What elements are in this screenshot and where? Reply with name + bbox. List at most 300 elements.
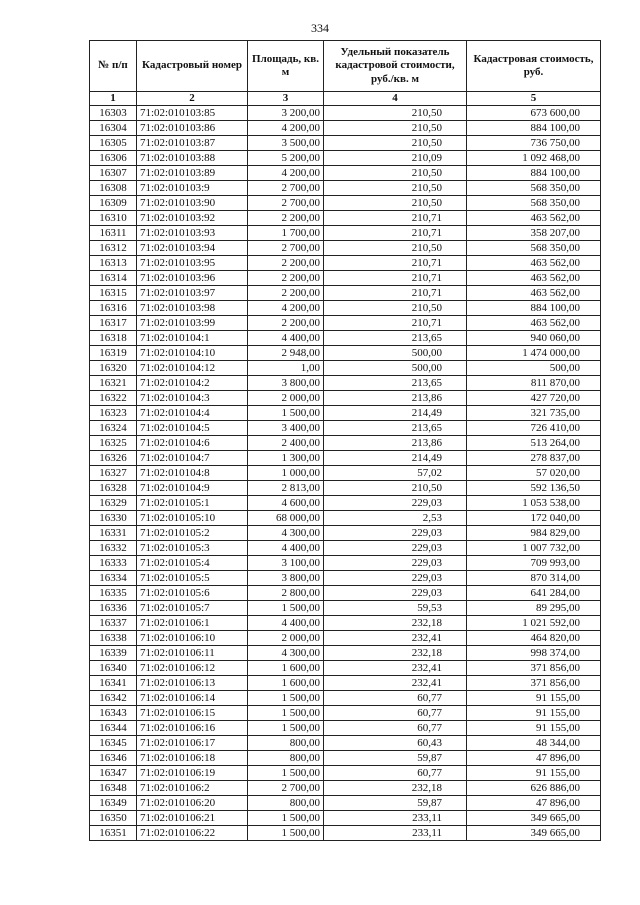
cost-value: 940 060,00 [467, 331, 601, 346]
cadastral-number: 71:02:010103:99 [137, 316, 248, 331]
rate-value: 210,50 [324, 301, 467, 316]
cadastral-number: 71:02:010104:2 [137, 376, 248, 391]
cost-value: 1 007 732,00 [467, 541, 601, 556]
row-number: 16343 [90, 706, 137, 721]
row-number: 16336 [90, 601, 137, 616]
cadastral-number: 71:02:010103:93 [137, 226, 248, 241]
cadastral-number: 71:02:010105:2 [137, 526, 248, 541]
rate-value: 232,41 [324, 631, 467, 646]
rate-value: 500,00 [324, 346, 467, 361]
area-value: 4 300,00 [248, 646, 324, 661]
rate-value: 210,71 [324, 226, 467, 241]
row-number: 16328 [90, 481, 137, 496]
area-value: 800,00 [248, 736, 324, 751]
rate-value: 210,71 [324, 286, 467, 301]
table-row [90, 241, 601, 256]
cadastral-number: 71:02:010103:86 [137, 121, 248, 136]
rate-value: 213,86 [324, 391, 467, 406]
cost-value: 726 410,00 [467, 421, 601, 436]
row-number: 16310 [90, 211, 137, 226]
cadastral-number: 71:02:010106:14 [137, 691, 248, 706]
row-number: 16344 [90, 721, 137, 736]
rate-value: 213,86 [324, 436, 467, 451]
area-value: 2 200,00 [248, 211, 324, 226]
column-number: 3 [248, 92, 324, 106]
area-value: 1 500,00 [248, 811, 324, 826]
row-number: 16311 [90, 226, 137, 241]
cadastral-number: 71:02:010106:16 [137, 721, 248, 736]
row-number: 16332 [90, 541, 137, 556]
cadastral-number: 71:02:010106:19 [137, 766, 248, 781]
table-row [90, 586, 601, 601]
area-value: 1 600,00 [248, 661, 324, 676]
cadastral-number: 71:02:010103:96 [137, 271, 248, 286]
header-rate: Удельный показатель кадастровой стоимости, руб./кв. м [324, 41, 467, 92]
cadastral-number: 71:02:010105:4 [137, 556, 248, 571]
cost-value: 91 155,00 [467, 721, 601, 736]
table-row [90, 511, 601, 526]
table-row [90, 196, 601, 211]
table-row [90, 571, 601, 586]
cadastral-table [89, 40, 601, 841]
rate-value: 210,50 [324, 136, 467, 151]
rate-value: 210,71 [324, 316, 467, 331]
cost-value: 641 284,00 [467, 586, 601, 601]
area-value: 2 700,00 [248, 181, 324, 196]
row-number: 16319 [90, 346, 137, 361]
area-value: 3 100,00 [248, 556, 324, 571]
rate-value: 59,87 [324, 751, 467, 766]
table-row [90, 496, 601, 511]
rate-value: 232,41 [324, 661, 467, 676]
area-value: 2 200,00 [248, 316, 324, 331]
rate-value: 229,03 [324, 556, 467, 571]
column-number-row [90, 92, 601, 106]
cost-value: 870 314,00 [467, 571, 601, 586]
header-area: Площадь, кв. м [248, 41, 324, 92]
area-value: 1 500,00 [248, 406, 324, 421]
cost-value: 1 474 000,00 [467, 346, 601, 361]
rate-value: 229,03 [324, 571, 467, 586]
row-number: 16345 [90, 736, 137, 751]
row-number: 16342 [90, 691, 137, 706]
row-number: 16334 [90, 571, 137, 586]
table-row [90, 766, 601, 781]
cost-value: 91 155,00 [467, 706, 601, 721]
row-number: 16309 [90, 196, 137, 211]
cadastral-number: 71:02:010106:10 [137, 631, 248, 646]
rate-value: 210,50 [324, 166, 467, 181]
cost-value: 568 350,00 [467, 241, 601, 256]
cost-value: 984 829,00 [467, 526, 601, 541]
row-number: 16335 [90, 586, 137, 601]
cadastral-number: 71:02:010106:13 [137, 676, 248, 691]
area-value: 1 500,00 [248, 721, 324, 736]
rate-value: 210,71 [324, 211, 467, 226]
column-number: 2 [137, 92, 248, 106]
cost-value: 568 350,00 [467, 181, 601, 196]
row-number: 16350 [90, 811, 137, 826]
table-row [90, 151, 601, 166]
table-row [90, 541, 601, 556]
area-value: 4 400,00 [248, 331, 324, 346]
cadastral-number: 71:02:010106:2 [137, 781, 248, 796]
cost-value: 89 295,00 [467, 601, 601, 616]
row-number: 16322 [90, 391, 137, 406]
cadastral-number: 71:02:010106:22 [137, 826, 248, 841]
cadastral-number: 71:02:010106:20 [137, 796, 248, 811]
cost-value: 592 136,50 [467, 481, 601, 496]
cadastral-number: 71:02:010106:17 [137, 736, 248, 751]
column-number: 1 [90, 92, 137, 106]
cadastral-number: 71:02:010105:10 [137, 511, 248, 526]
table-row [90, 556, 601, 571]
row-number: 16349 [90, 796, 137, 811]
table-row [90, 451, 601, 466]
cadastral-number: 71:02:010104:8 [137, 466, 248, 481]
table-row [90, 391, 601, 406]
table-row [90, 751, 601, 766]
table-row [90, 526, 601, 541]
row-number: 16338 [90, 631, 137, 646]
cadastral-number: 71:02:010104:6 [137, 436, 248, 451]
row-number: 16341 [90, 676, 137, 691]
rate-value: 60,77 [324, 721, 467, 736]
column-number: 4 [324, 92, 467, 106]
cadastral-number: 71:02:010105:1 [137, 496, 248, 511]
cadastral-number: 71:02:010106:11 [137, 646, 248, 661]
cost-value: 1 092 468,00 [467, 151, 601, 166]
area-value: 2 700,00 [248, 241, 324, 256]
cadastral-number: 71:02:010103:89 [137, 166, 248, 181]
row-number: 16337 [90, 616, 137, 631]
rate-value: 59,53 [324, 601, 467, 616]
area-value: 4 400,00 [248, 541, 324, 556]
rate-value: 210,09 [324, 151, 467, 166]
cost-value: 736 750,00 [467, 136, 601, 151]
cost-value: 626 886,00 [467, 781, 601, 796]
area-value: 2 700,00 [248, 196, 324, 211]
cadastral-number: 71:02:010106:1 [137, 616, 248, 631]
table-row [90, 316, 601, 331]
row-number: 16340 [90, 661, 137, 676]
cost-value: 884 100,00 [467, 121, 601, 136]
cost-value: 91 155,00 [467, 691, 601, 706]
table-row [90, 211, 601, 226]
row-number: 16325 [90, 436, 137, 451]
cadastral-number: 71:02:010104:5 [137, 421, 248, 436]
cadastral-number: 71:02:010104:1 [137, 331, 248, 346]
table-row [90, 376, 601, 391]
rate-value: 210,50 [324, 121, 467, 136]
row-number: 16307 [90, 166, 137, 181]
row-number: 16316 [90, 301, 137, 316]
table-row [90, 286, 601, 301]
cadastral-number: 71:02:010105:5 [137, 571, 248, 586]
cost-value: 568 350,00 [467, 196, 601, 211]
rate-value: 210,50 [324, 241, 467, 256]
table-row [90, 811, 601, 826]
area-value: 1 500,00 [248, 706, 324, 721]
cadastral-number: 71:02:010104:3 [137, 391, 248, 406]
table-row [90, 661, 601, 676]
row-number: 16329 [90, 496, 137, 511]
rate-value: 233,11 [324, 811, 467, 826]
cost-value: 884 100,00 [467, 301, 601, 316]
area-value: 1,00 [248, 361, 324, 376]
rate-value: 210,71 [324, 271, 467, 286]
cost-value: 57 020,00 [467, 466, 601, 481]
table-row [90, 706, 601, 721]
area-value: 4 200,00 [248, 121, 324, 136]
row-number: 16321 [90, 376, 137, 391]
cost-value: 172 040,00 [467, 511, 601, 526]
rate-value: 59,87 [324, 796, 467, 811]
cost-value: 371 856,00 [467, 661, 601, 676]
rate-value: 213,65 [324, 376, 467, 391]
row-number: 16317 [90, 316, 137, 331]
row-number: 16318 [90, 331, 137, 346]
rate-value: 210,50 [324, 196, 467, 211]
area-value: 2 200,00 [248, 286, 324, 301]
cost-value: 998 374,00 [467, 646, 601, 661]
rate-value: 210,50 [324, 481, 467, 496]
row-number: 16326 [90, 451, 137, 466]
table-row [90, 301, 601, 316]
cadastral-number: 71:02:010106:18 [137, 751, 248, 766]
row-number: 16306 [90, 151, 137, 166]
cost-value: 500,00 [467, 361, 601, 376]
area-value: 2 800,00 [248, 586, 324, 601]
rate-value: 233,11 [324, 826, 467, 841]
table-row [90, 181, 601, 196]
cost-value: 811 870,00 [467, 376, 601, 391]
row-number: 16346 [90, 751, 137, 766]
header-cadastral-number: Кадастровый номер [137, 41, 248, 92]
table-body [90, 106, 601, 841]
cost-value: 463 562,00 [467, 286, 601, 301]
cost-value: 349 665,00 [467, 826, 601, 841]
cost-value: 1 053 538,00 [467, 496, 601, 511]
area-value: 1 700,00 [248, 226, 324, 241]
row-number: 16304 [90, 121, 137, 136]
cost-value: 709 993,00 [467, 556, 601, 571]
area-value: 2 000,00 [248, 631, 324, 646]
area-value: 4 400,00 [248, 616, 324, 631]
cost-value: 464 820,00 [467, 631, 601, 646]
table-row [90, 226, 601, 241]
row-number: 16314 [90, 271, 137, 286]
rate-value: 210,50 [324, 181, 467, 196]
rate-value: 232,18 [324, 781, 467, 796]
cadastral-number: 71:02:010103:94 [137, 241, 248, 256]
row-number: 16305 [90, 136, 137, 151]
area-value: 1 300,00 [248, 451, 324, 466]
cadastral-number: 71:02:010105:3 [137, 541, 248, 556]
area-value: 4 300,00 [248, 526, 324, 541]
cadastral-number: 71:02:010104:7 [137, 451, 248, 466]
header-row [90, 41, 601, 92]
table-row [90, 466, 601, 481]
row-number: 16347 [90, 766, 137, 781]
area-value: 2 700,00 [248, 781, 324, 796]
area-value: 3 500,00 [248, 136, 324, 151]
table-row [90, 736, 601, 751]
row-number: 16339 [90, 646, 137, 661]
cadastral-number: 71:02:010103:85 [137, 106, 248, 121]
cost-value: 47 896,00 [467, 796, 601, 811]
cost-value: 513 264,00 [467, 436, 601, 451]
rate-value: 60,77 [324, 691, 467, 706]
header-num: № п/п [90, 41, 137, 92]
table-row [90, 481, 601, 496]
rate-value: 229,03 [324, 496, 467, 511]
area-value: 1 500,00 [248, 766, 324, 781]
cost-value: 48 344,00 [467, 736, 601, 751]
column-number: 5 [467, 92, 601, 106]
cost-value: 349 665,00 [467, 811, 601, 826]
rate-value: 232,41 [324, 676, 467, 691]
cadastral-number: 71:02:010103:92 [137, 211, 248, 226]
table-row [90, 106, 601, 121]
cost-value: 463 562,00 [467, 211, 601, 226]
cost-value: 463 562,00 [467, 271, 601, 286]
rate-value: 210,50 [324, 106, 467, 121]
table-row [90, 121, 601, 136]
header-cost: Кадастровая стоимость, руб. [467, 41, 601, 92]
cadastral-number: 71:02:010106:21 [137, 811, 248, 826]
area-value: 2 400,00 [248, 436, 324, 451]
cost-value: 463 562,00 [467, 256, 601, 271]
table-row [90, 421, 601, 436]
cost-value: 427 720,00 [467, 391, 601, 406]
row-number: 16330 [90, 511, 137, 526]
table-row [90, 781, 601, 796]
cost-value: 278 837,00 [467, 451, 601, 466]
table-row [90, 601, 601, 616]
rate-value: 2,53 [324, 511, 467, 526]
cadastral-number: 71:02:010103:88 [137, 151, 248, 166]
row-number: 16333 [90, 556, 137, 571]
area-value: 2 813,00 [248, 481, 324, 496]
table-row [90, 136, 601, 151]
rate-value: 229,03 [324, 586, 467, 601]
table-row [90, 646, 601, 661]
cost-value: 358 207,00 [467, 226, 601, 241]
row-number: 16327 [90, 466, 137, 481]
cadastral-number: 71:02:010104:10 [137, 346, 248, 361]
area-value: 3 800,00 [248, 376, 324, 391]
rate-value: 214,49 [324, 406, 467, 421]
cadastral-number: 71:02:010104:9 [137, 481, 248, 496]
cost-value: 673 600,00 [467, 106, 601, 121]
table-row [90, 691, 601, 706]
row-number: 16312 [90, 241, 137, 256]
area-value: 800,00 [248, 751, 324, 766]
area-value: 2 000,00 [248, 391, 324, 406]
cadastral-number: 71:02:010104:12 [137, 361, 248, 376]
area-value: 4 200,00 [248, 301, 324, 316]
area-value: 68 000,00 [248, 511, 324, 526]
area-value: 5 200,00 [248, 151, 324, 166]
row-number: 16320 [90, 361, 137, 376]
rate-value: 500,00 [324, 361, 467, 376]
cost-value: 91 155,00 [467, 766, 601, 781]
area-value: 2 948,00 [248, 346, 324, 361]
area-value: 3 800,00 [248, 571, 324, 586]
cost-value: 463 562,00 [467, 316, 601, 331]
rate-value: 60,77 [324, 766, 467, 781]
cadastral-number: 71:02:010106:15 [137, 706, 248, 721]
page-number: 334 [311, 21, 329, 35]
rate-value: 60,43 [324, 736, 467, 751]
cadastral-number: 71:02:010103:98 [137, 301, 248, 316]
table-row [90, 796, 601, 811]
table-row [90, 676, 601, 691]
table-row [90, 631, 601, 646]
table-row [90, 406, 601, 421]
row-number: 16351 [90, 826, 137, 841]
area-value: 1 000,00 [248, 466, 324, 481]
row-number: 16313 [90, 256, 137, 271]
table-row [90, 361, 601, 376]
area-value: 800,00 [248, 796, 324, 811]
area-value: 2 200,00 [248, 271, 324, 286]
rate-value: 213,65 [324, 421, 467, 436]
cost-value: 1 021 592,00 [467, 616, 601, 631]
table-row [90, 616, 601, 631]
row-number: 16331 [90, 526, 137, 541]
cost-value: 884 100,00 [467, 166, 601, 181]
table-row [90, 331, 601, 346]
area-value: 1 600,00 [248, 676, 324, 691]
row-number: 16308 [90, 181, 137, 196]
area-value: 4 200,00 [248, 166, 324, 181]
rate-value: 232,18 [324, 646, 467, 661]
cost-value: 371 856,00 [467, 676, 601, 691]
row-number: 16303 [90, 106, 137, 121]
table-row [90, 436, 601, 451]
table-row [90, 256, 601, 271]
area-value: 3 200,00 [248, 106, 324, 121]
rate-value: 229,03 [324, 526, 467, 541]
cadastral-number: 71:02:010103:9 [137, 181, 248, 196]
cadastral-number: 71:02:010103:87 [137, 136, 248, 151]
area-value: 4 600,00 [248, 496, 324, 511]
cadastral-number: 71:02:010103:95 [137, 256, 248, 271]
table-row [90, 166, 601, 181]
table-row [90, 271, 601, 286]
cost-value: 321 735,00 [467, 406, 601, 421]
area-value: 2 200,00 [248, 256, 324, 271]
rate-value: 214,49 [324, 451, 467, 466]
row-number: 16348 [90, 781, 137, 796]
rate-value: 57,02 [324, 466, 467, 481]
row-number: 16323 [90, 406, 137, 421]
cadastral-number: 71:02:010106:12 [137, 661, 248, 676]
table-row [90, 346, 601, 361]
rate-value: 60,77 [324, 706, 467, 721]
cadastral-number: 71:02:010103:90 [137, 196, 248, 211]
area-value: 1 500,00 [248, 691, 324, 706]
cadastral-number: 71:02:010105:7 [137, 601, 248, 616]
rate-value: 229,03 [324, 541, 467, 556]
rate-value: 210,71 [324, 256, 467, 271]
area-value: 1 500,00 [248, 826, 324, 841]
cadastral-number: 71:02:010103:97 [137, 286, 248, 301]
table-row [90, 826, 601, 841]
table-row [90, 721, 601, 736]
